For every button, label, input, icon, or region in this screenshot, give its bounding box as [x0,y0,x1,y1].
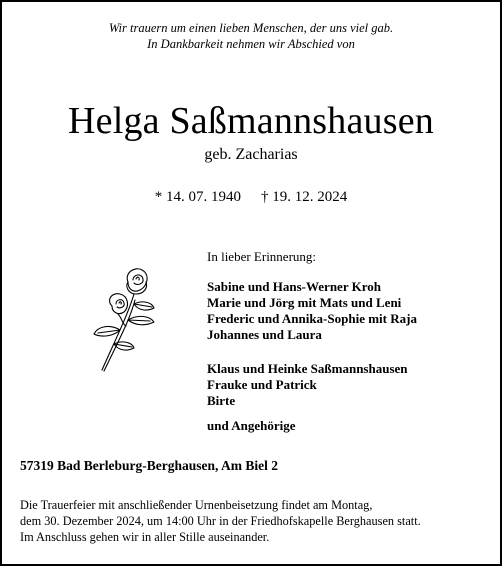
life-dates [0,188,502,206]
address: 57319 Bad Berleburg-Berghausen, Am Biel 2 [20,458,279,473]
notice-line: Die Trauerfeier mit anschließender Urnenbeisetzung findet am Montag, [20,498,373,512]
family-line: Johannes und Laura [207,327,322,342]
family-line: Marie und Jörg mit Mats und Leni [207,295,402,310]
notice-line: dem 30. Dezember 2024, um 14:00 Uhr in der Friedhofskapelle Berghausen statt. [20,514,421,528]
intro-line-2: In Dankbarkeit nehmen wir Abschied von [147,37,355,51]
birth-date: * 14. 07. 1940 [154,189,241,205]
family-group-1 [207,279,417,343]
funeral-notice [20,497,421,545]
family-line: Frauke und Patrick [207,377,317,392]
rose-icon [88,264,160,374]
family-line: Frederic und Annika-Sophie mit Raja [207,311,417,326]
deceased-name: Helga Saßmannshausen [68,100,434,142]
family-line: Sabine und Hans-Werner Kroh [207,279,381,294]
family-group-3 [207,418,296,434]
death-date: † 19. 12. 2024 [261,189,348,205]
birth-name: geb. Zacharias [204,146,298,163]
family-line: Birte [207,393,236,408]
memory-heading: In lieber Erinnerung: [207,249,317,264]
family-line: und Angehörige [207,418,296,433]
notice-line: Im Anschluss gehen wir in aller Stille auseinander. [20,530,270,544]
family-line: Klaus und Heinke Saßmannshausen [207,361,408,376]
intro-line-1: Wir trauern um einen lieben Menschen, der uns viel gab. [108,21,394,35]
family-group-2 [207,361,408,409]
